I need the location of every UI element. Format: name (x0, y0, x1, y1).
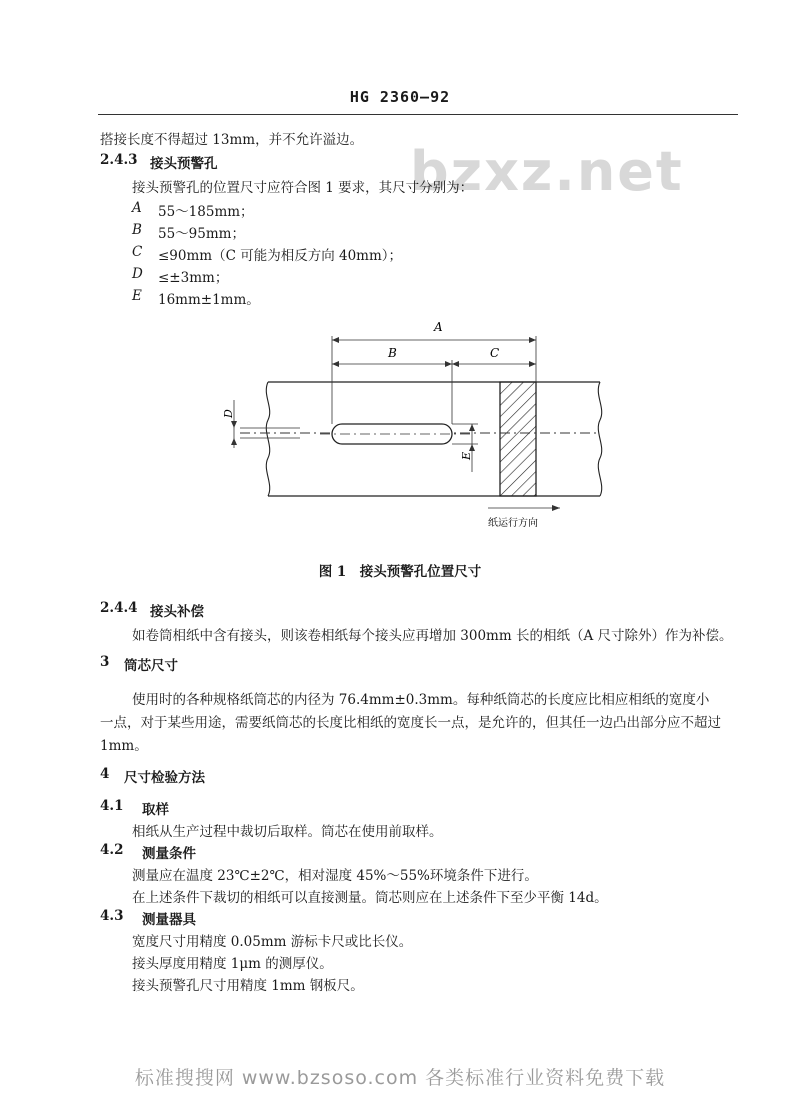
watermark-text: bzxz.net (410, 140, 684, 203)
item-letter: B (132, 222, 142, 238)
section-number: 4.2 (100, 842, 124, 858)
item-text: ≤90mm（C 可能为相反方向 40mm）； (158, 248, 403, 264)
section-title: 筒芯尺寸 (124, 658, 178, 674)
dimension-d-label: D (222, 409, 235, 418)
section-title: 接头补偿 (150, 604, 204, 620)
dimension-b-label: B (388, 346, 397, 360)
item-letter: A (132, 200, 142, 216)
paragraph-line: 在上述条件下裁切的相纸可以直接测量。筒芯则应在上述条件下至少平衡 14d。 (132, 890, 608, 906)
section-number: 3 (100, 654, 110, 670)
item-letter: D (132, 266, 143, 282)
section-title: 接头预警孔 (150, 156, 218, 172)
footer-watermark: 标准搜搜网 www.bzsoso.com 各类标准行业资料免费下载 (134, 1067, 666, 1089)
splice-area (500, 382, 536, 496)
section-title: 测量器具 (142, 912, 196, 928)
figure-caption: 图 1 接头预警孔位置尺寸 (318, 564, 482, 580)
paragraph-line: 接头预警孔尺寸用精度 1mm 钢板尺。 (132, 978, 364, 994)
dimension-c-label: C (490, 346, 500, 360)
paragraph-line: 搭接长度不得超过 13mm，并不允许溢边。 (100, 132, 364, 148)
item-text: ≤±3mm； (158, 270, 229, 286)
item-text: 16mm±1mm。 (158, 292, 260, 308)
paper-direction-label: 纸运行方向 (488, 518, 538, 529)
paragraph-line: 相纸从生产过程中裁切后取样。筒芯在使用前取样。 (132, 824, 443, 840)
section-number: 4 (100, 766, 110, 782)
section-number: 4.1 (100, 798, 124, 814)
paragraph-line: 接头预警孔的位置尺寸应符合图 1 要求，其尺寸分别为： (132, 180, 474, 196)
paragraph-line: 使用时的各种规格纸筒芯的内径为 76.4mm±0.3mm。每种纸筒芯的长度应比相应相纸的宽度小 (132, 692, 710, 708)
paragraph-line: 接头厚度用精度 1μm 的测厚仪。 (132, 956, 333, 972)
document-code: HG 2360—92 (349, 88, 451, 106)
section-number: 2.4.4 (100, 600, 138, 616)
item-text: 55～95mm； (158, 226, 245, 242)
paragraph-line: 如卷筒相纸中含有接头，则该卷相纸每个接头应再增加 300mm 长的相纸（A 尺寸除外）作为补偿。 (132, 628, 733, 644)
item-text: 55～185mm； (158, 204, 254, 220)
paragraph-line: 测量应在温度 23℃±2℃，相对湿度 45%～55%环境条件下进行。 (132, 868, 538, 884)
section-number: 2.4.3 (100, 152, 138, 168)
paragraph-line: 1mm。 (100, 738, 148, 754)
section-number: 4.3 (100, 908, 124, 924)
item-letter: C (132, 244, 143, 260)
paragraph-line: 一点，对于某些用途，需要纸筒芯的长度比相纸的宽度长一点，是允许的，但其任一边凸出部分应不超过 (100, 715, 721, 731)
section-title: 尺寸检验方法 (124, 770, 205, 786)
section-title: 测量条件 (142, 846, 196, 862)
item-letter: E (132, 288, 142, 304)
dimension-a-label: A (434, 320, 443, 334)
paragraph-line: 宽度尺寸用精度 0.05mm 游标卡尺或比长仪。 (132, 934, 413, 950)
section-title: 取样 (142, 802, 169, 818)
dimension-e-label: E (460, 451, 473, 460)
